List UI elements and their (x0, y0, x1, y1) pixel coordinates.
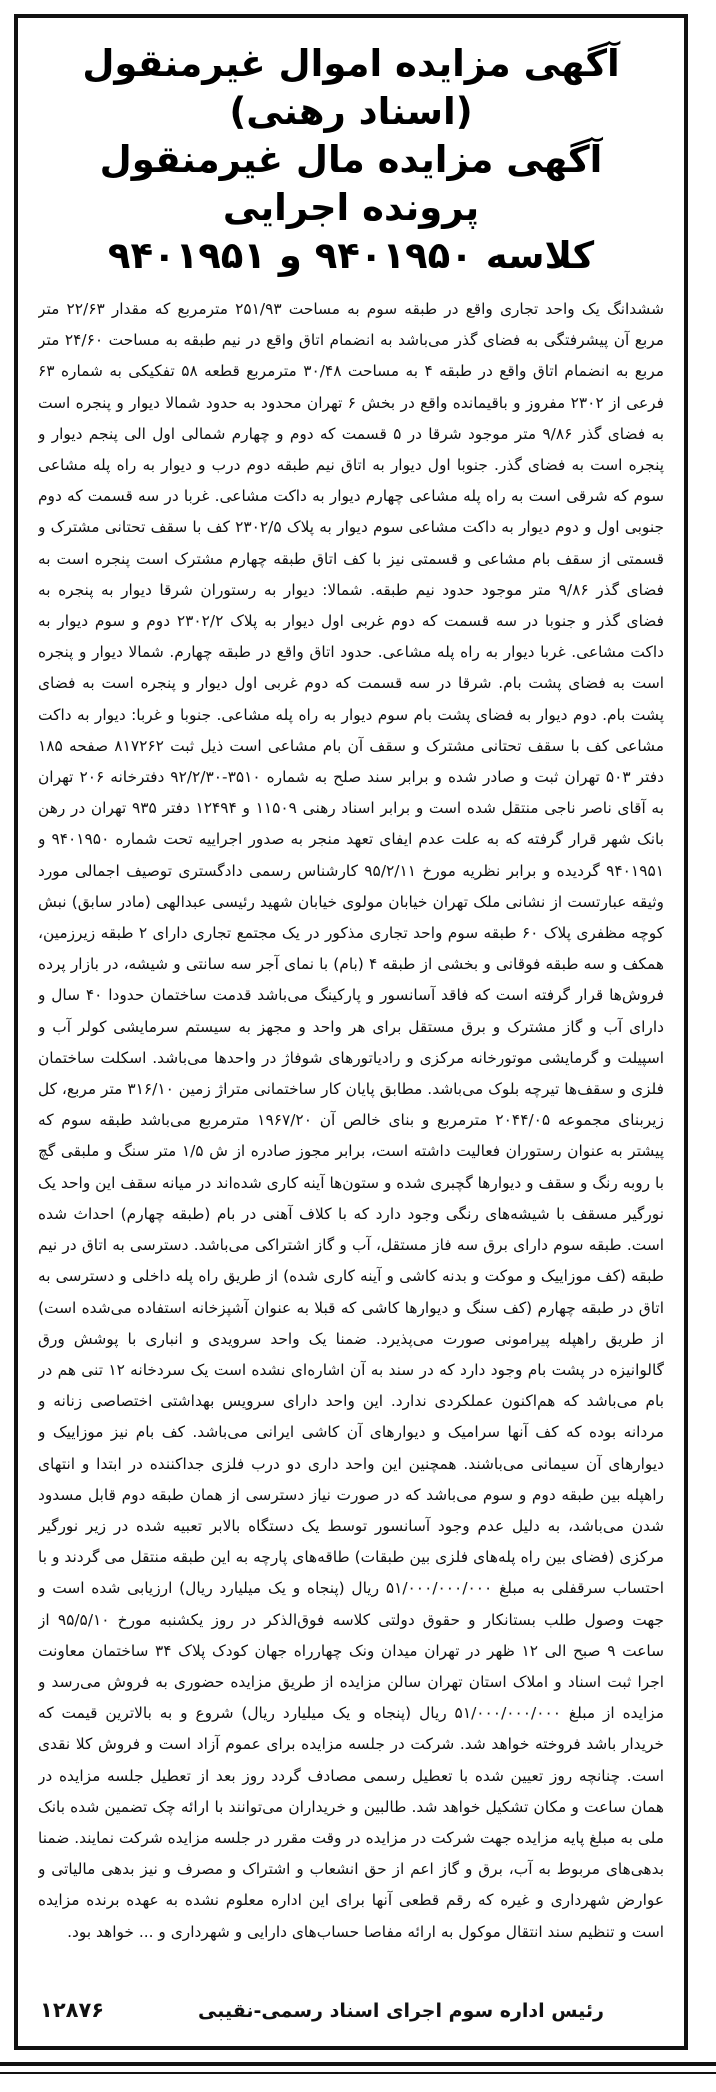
notice-frame (14, 14, 688, 2050)
notice-titles (38, 40, 664, 280)
reference-number: ۱۲۸۷۶ (40, 1998, 105, 2022)
bottom-rule (0, 2062, 716, 2066)
notice-title-line-3: کلاسه ۹۴۰۱۹۵۰ و ۹۴۰۱۹۵۱ (107, 234, 595, 277)
notice-footer (38, 1998, 664, 2032)
notice-title-line-1: آگهی مزایده اموال غیرمنقول (اسناد رهنی) (82, 42, 620, 133)
bottom-rule-thin (0, 2072, 716, 2074)
signature: رئیس اداره سوم اجرای اسناد رسمی-نقیبی (197, 2000, 604, 2022)
notice-body: ششدانگ یک واحد تجاری واقع در طبقه سوم به مساحت ۲۵۱/۹۳ مترمربع که مقدار ۲۲/۶۳ متر مربع آن پیشرفتگی به فضای گذر می‌باشد به انضمام اتاق واقع در نیم طبقه به مساحت ۲۴/۶۰ متر مربع به انضمام اتاق واقع در طبقه ۴ به مساحت ۳۰/۴۸ مترمربع قطعه ۵۸ تفکیکی به شماره ۶۳ فرعی از ۲۳۰۲ مفروز و باقیمانده واقع در بخش ۶ تهران محدود به حدود شمالا دیوار و پنجره است به فضای گذر ۹/۸۶ متر موجود شرقا در ۵ قسمت که دوم و چهارم شمالی اول الی پنجم دیوار و پنجره است به فضای گذر. جنوبا اول دیوار به اتاق نیم طبقه دوم درب و دیوار به راه پله مشاعی سوم که شرقی است به راه پله مشاعی چهارم دیوار به داکت مشاعی. غربا در سه قسمت که دوم جنوبی اول و دوم دیوار به داکت مشاعی سوم دیوار به پلاک ۲۳۰۲/۵ کف با سقف تحتانی مشترک و قسمتی از سقف بام مشاعی و قسمتی نیز با کف اتاق طبقه چهارم مشترک است پنجره است به فضای گذر ۹/۸۶ متر موجود حدود نیم طبقه. شمالا: دیوار به رستوران شرقا دیوار به پنجره به فضای گذر و جنوبا در سه قسمت که دوم غربی اول دیوار به پلاک ۲۳۰۲/۲ دوم و سوم دیوار به داکت مشاعی. غربا دیوار به راه پله مشاعی. حدود اتاق واقع در طبقه چهارم. شمالا دیوار و پنجره است به فضای پشت بام. شرقا در سه قسمت که دوم غربی اول دیوار و پنجره است به فضای پشت بام. دوم دیوار به فضای پشت بام سوم دیوار به راه پله مشاعی. جنوبا و غربا: دیوار به داکت مشاعی کف با سقف تحتانی مشترک و سقف آن بام مشاعی است ذیل ثبت ۸۱۷۲۶۲ صفحه ۱۸۵ دفتر ۵۰۳ تهران ثبت و صادر شده و برابر سند صلح به شماره ۳۵۱۰-۹۲/۲/۳۰ دفترخانه ۲۰۶ تهران به آقای ناصر ناجی منتقل شده است و برابر اسناد رهنی ۱۱۵۰۹ و ۱۲۴۹۴ دفتر ۹۳۵ تهران در رهن بانک شهر قرار گرفته که به علت عدم ایفای تعهد منجر به صدور اجراییه تحت شماره ۹۴۰۱۹۵۰ و ۹۴۰۱۹۵۱ گردیده و برابر نظریه مورخ ۹۵/۲/۱۱ کارشناس رسمی دادگستری توصیف اجمالی مورد وثیقه عبارتست از نشانی ملک تهران خیابان مولوی خیابان شهید رئیسی عبدالهی (مادر سابق) نبش کوچه مظفری پلاک ۶۰ طبقه سوم واحد تجاری مذکور در یک مجتمع تجاری دارای ۲ طبقه زیرزمین، همکف و سه طبقه فوقانی و بخشی از طبقه ۴ (بام) با نمای آجر سه سانتی و شیشه، در بازار پرده فروش‌ها قرار گرفته است که فاقد آسانسور و پارکینگ می‌باشد قدمت ساختمان حدودا ۴۰ سال و دارای آب و گاز مشترک و برق مستقل برای هر واحد و مجهز به سیستم سرمایشی کولر آب و اسپیلت و گرمایشی موتورخانه مرکزی و رادیاتورهای شوفاژ در واحدها می‌باشد. اسکلت ساختمان فلزی و سقف‌ها تیرچه بلوک می‌باشد. مطابق پایان کار ساختمانی متراژ زمین ۳۱۶/۱۰ متر مربع، کل زیربنای مجموعه ۲۰۴۴/۰۵ مترمربع و بنای خالص آن ۱۹۶۷/۲۰ مترمربع می‌باشد طبقه سوم که پیشتر به عنوان رستوران فعالیت داشته است، برابر مجوز صادره از ش ۱/۵ متر سنگ و ملبقی گچ با روبه رنگ و سقف و دیوارها گچبری شده و ستون‌ها آینه کاری شده‌اند در میانه سقف این واحد یک نورگیر مسقف با شیشه‌های رنگی وجود دارد که با کلاف آهنی در بام (طبقه چهارم) احداث شده است. طبقه سوم دارای برق سه فاز مستقل، آب و گاز اشتراکی می‌باشد. دسترسی به اتاق در نیم طبقه (کف موزاییک و موکت و بدنه کاشی و آینه کاری شده) از طریق راه پله داخلی و دسترسی به اتاق در طبقه چهارم (کف سنگ و دیوارها کاشی که قبلا به عنوان آشپزخانه استفاده می‌شده است) از طریق راهپله پیرامونی صورت می‌پذیرد. ضمنا یک واحد سرویدی و انباری با پوشش ورق گالوانیزه در پشت بام وجود دارد که در سند به آن اشاره‌ای نشده است یک سردخانه ۱۲ تنی هم در بام می‌باشد که هم‌اکنون عملکردی ندارد. این واحد دارای سرویس بهداشتی اختصاصی زنانه و مردانه بوده که کف آنها سرامیک و دیوارهای آن کاشی ایرانی می‌باشد. کف بام نیز موزاییک و دیوارهای آن سیمانی می‌باشند. همچنین این واحد داری دو درب فلزی جداکننده در ابتدا و انتهای راهپله بین طبقه دوم و سوم می‌باشد که در صورت نیاز دسترسی از همان طبقه دوم قابل مسدود شدن می‌باشد، به دلیل عدم وجود آسانسور توسط یک دستگاه بالابر تعبیه شده در زیر نورگیر مرکزی (فضای بین راه پله‌های فلزی بین طبقات) طاقه‌های پارچه به این طبقه منتقل می گردند و با احتساب سرقفلی به مبلغ ۵۱/۰۰۰/۰۰۰/۰۰۰ ریال (پنجاه و یک میلیارد ریال) ارزیابی شده است و جهت وصول طلب بستانکار و حقوق دولتی کلاسه فوق‌الذکر در روز یکشنبه مورخ ۹۵/۵/۱۰ از ساعت ۹ صبح الی ۱۲ ظهر در تهران میدان ونک چهارراه جهان کودک پلاک ۳۴ ساختمان معاونت اجرا ثبت اسناد و املاک استان تهران سالن مزایده از طریق مزایده حضوری به فروش می‌رسد و مزایده از مبلغ ۵۱/۰۰۰/۰۰۰/۰۰۰ ریال (پنجاه و یک میلیارد ریال) شروع و به بالاترین قیمت که خریدار باشد فروخته خواهد شد. شرکت در جلسه مزایده برای عموم آزاد است و فروش کلا نقدی است. چنانچه روز تعیین شده با تعطیل رسمی مصادف گردد روز بعد از تعطیل جلسه مزایده در همان ساعت و مکان تشکیل خواهد شد. طالبین و خریداران می‌توانند با ارائه چک تضمین شده بانک ملی به مبلغ پایه مزایده جهت شرکت در مزایده در وقت مقرر در جلسه مزایده شرکت نمایند. ضمنا بدهی‌های مربوط به آب، برق و گاز اعم از حق انشعاب و اشتراک و مصرف و نیز بدهی مالیاتی و عوارض شهرداری و غیره که رقم قطعی آنها برای این اداره معلوم نشده به عهده برنده مزایده است و تنظیم سند انتقال موکول به ارائه مفاصا حساب‌های دارایی و شهرداری و ... خواهد بود. (38, 300, 664, 1941)
notice-title-line-2: آگهی مزایده مال غیرمنقول پرونده اجرایی (99, 138, 603, 229)
